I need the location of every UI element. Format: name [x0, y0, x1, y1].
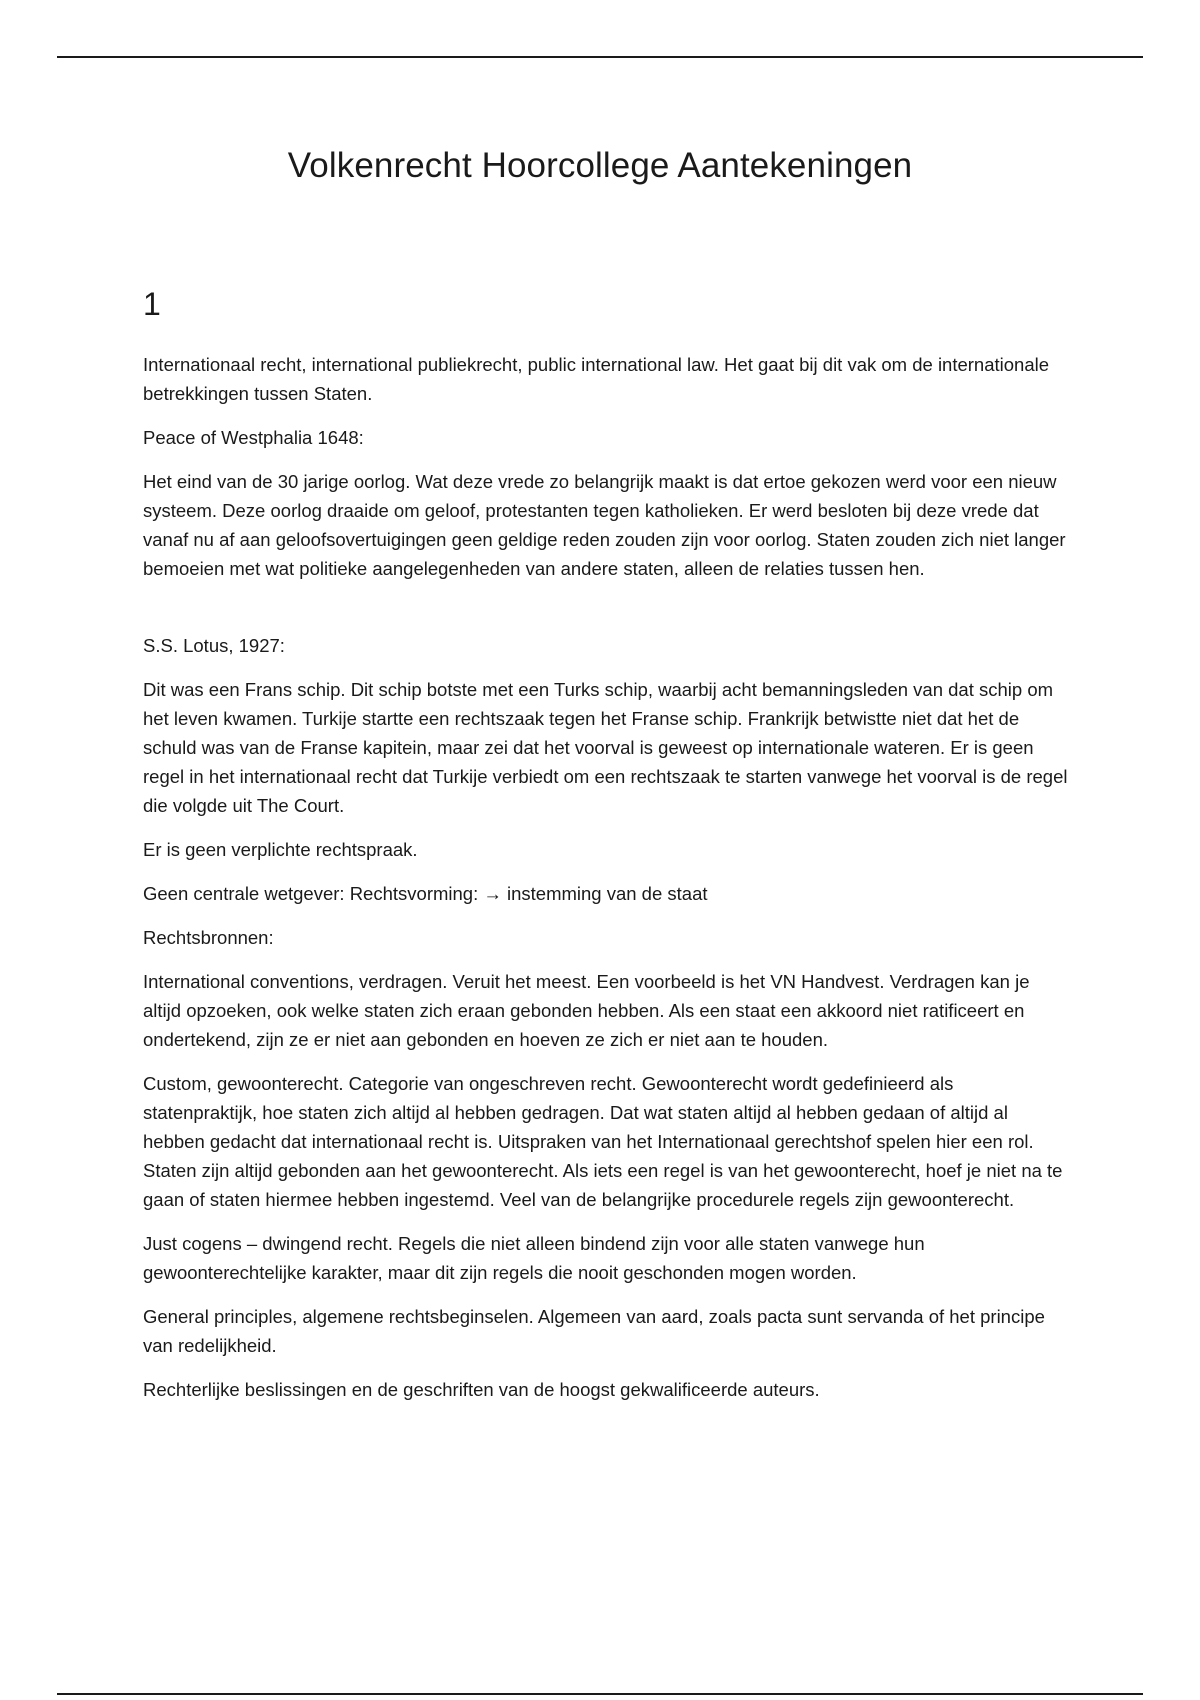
bottom-rule	[57, 1693, 1143, 1695]
paragraph-rechtsbronnen-heading: Rechtsbronnen:	[143, 927, 274, 948]
paragraph-westphalia: Het eind van de 30 jarige oorlog. Wat deze vrede zo belangrijk maakt is dat ertoe gekozen werd voor een nieuw systeem. Deze oorlog draaide om geloof, protestanten tegen katholieken. Er werd besloten bij deze vrede dat vanaf nu af aan geloofsovertuigingen geen geldige reden zouden zijn voor oorlog. Staten zouden zich niet langer bemoeien met wat politieke aangelegenheden van andere staten, alleen de relaties tussen hen.	[143, 471, 1066, 579]
paragraph-rechtspraak: Er is geen verplichte rechtspraak.	[143, 839, 418, 860]
paragraph-custom: Custom, gewoonterecht. Categorie van ongeschreven recht. Gewoonterecht wordt gedefinieerd als statenpraktijk, hoe staten zich altijd al hebben gedragen. Dat wat staten altijd al hebben gedaan of altijd al hebben gedacht dat internationaal recht is. Uitspraken van het Internationaal gerechtshof spelen hier een rol. Staten zijn altijd gebonden aan het gewoonterecht. Als iets een regel is van het gewoonterecht, hoef je niet na te gaan of staten hiermee hebben ingestemd. Veel van de belangrijke procedurele regels zijn gewoonterecht.	[143, 1073, 1063, 1210]
top-rule	[57, 56, 1143, 58]
paragraph-jus-cogens: Just cogens – dwingend recht. Regels die niet alleen bindend zijn voor alle staten vanwege hun gewoonterechtelijke karakter, maar dit zijn regels die nooit geschonden mogen worden.	[143, 1233, 925, 1283]
paragraph-lotus: Dit was een Frans schip. Dit schip botste met een Turks schip, waarbij acht bemanningsleden van dat schip om het leven kwamen. Turkije startte een rechtszaak tegen het Franse schip. Frankrijk betwistte niet dat het de schuld was van de Franse kapitein, maar zei dat het voorval is geweest op internationale wateren. Er is geen regel in het internationaal recht dat Turkije verbiedt om een rechtszaak te starten vanwege het voorval is de regel die volgde uit The Court.	[143, 679, 1068, 816]
paragraph-wetgever: Geen centrale wetgever: Rechtsvorming: → instemming van de staat	[143, 883, 708, 904]
document-body	[143, 350, 1068, 1419]
document-title: Volkenrecht Hoorcollege Aantekeningen	[287, 146, 913, 185]
paragraph-westphalia-heading: Peace of Westphalia 1648:	[143, 427, 364, 448]
paragraph-general-principles: General principles, algemene rechtsbeginselen. Algemeen van aard, zoals pacta sunt servanda of het principe van redelijkheid.	[143, 1306, 1045, 1356]
paragraph-conventions: International conventions, verdragen. Veruit het meest. Een voorbeeld is het VN Handvest. Verdragen kan je altijd opzoeken, ook welke staten zich eraan gebonden hebben. Als een staat een akkoord niet ratificeert en ondertekend, zijn ze er niet aan gebonden en hoeven ze zich er niet aan te houden.	[143, 971, 1030, 1050]
section-number: 1	[143, 286, 161, 322]
paragraph-intro: Internationaal recht, international publiekrecht, public international law. Het gaat bij dit vak om de internationale betrekkingen tussen Staten.	[143, 354, 1050, 404]
paragraph-judicial-decisions: Rechterlijke beslissingen en de geschriften van de hoogst gekwalificeerde auteurs.	[143, 1379, 820, 1400]
paragraph-lotus-heading: S.S. Lotus, 1927:	[143, 635, 285, 656]
